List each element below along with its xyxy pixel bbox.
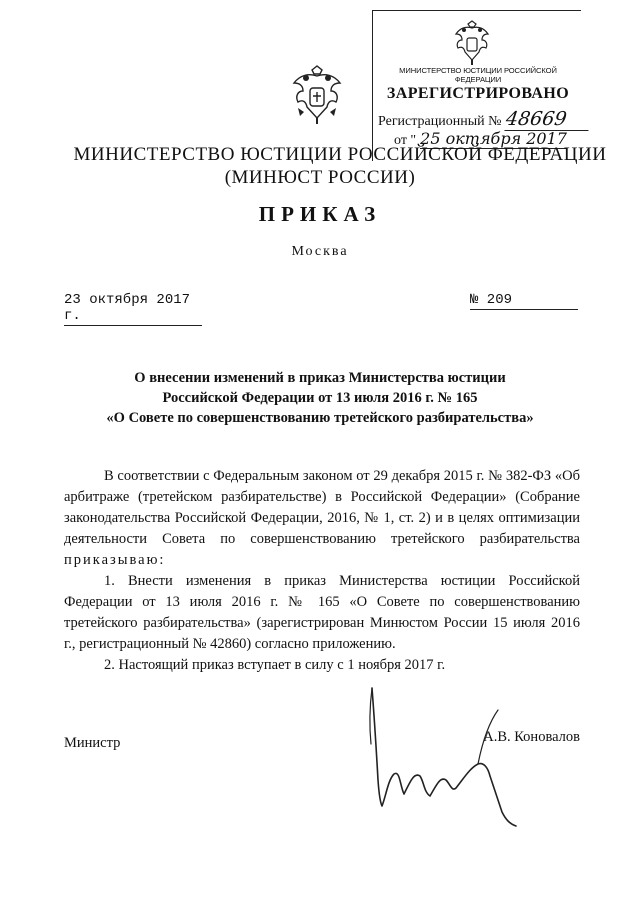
stamp-registration-line — [378, 108, 590, 131]
stamp-reg-number: 48669 — [504, 108, 591, 131]
preamble-text: В соответствии с Федеральным законом от 29 декабря 2015 г. № 382-ФЗ «Об арбитраже (третейском разбирательстве) в Российской Федерации» (Собрание законодательства Российской Федерации, 2016, № 1, ст. 2) и в целях оптимизации деятельности Совета по совершенствованию третейского разбирательства — [64, 468, 580, 547]
order-body — [64, 466, 580, 676]
signatory-name: А.В. Коновалов — [483, 729, 580, 745]
order-item-2: 2. Настоящий приказ вступает в силу с 1 ноября 2017 г. — [104, 657, 446, 673]
city: Москва — [291, 244, 349, 259]
order-number: № 209 — [470, 292, 578, 310]
stamp-reg-label: Регистрационный № — [378, 114, 502, 129]
preamble-action: приказываю: — [64, 552, 166, 568]
stamp-organization: МИНИСТЕРСТВО ЮСТИЦИИ РОССИЙСКОЙ ФЕДЕРАЦИИ — [399, 66, 557, 84]
stamp-title: ЗАРЕГИСТРИРОВАНО — [386, 85, 570, 102]
order-title — [60, 368, 580, 428]
order-item-1: 1. Внести изменения в приказ Министерства юстиции Российской Федерации от 13 июля 2016 г. № 165 «О Совете по совершенствованию третейского разбирательства» (зарегистрирован Минюстом России 15 июля 2016 г., регистрационный № 42860) согласно приложению. — [64, 573, 580, 652]
document-type: ПРИКАЗ — [258, 202, 382, 226]
stamp-emblem-icon — [452, 20, 492, 66]
handwritten-signature — [360, 684, 530, 834]
title-line-1: О внесении изменений в приказ Министерства юстиции — [134, 370, 506, 386]
preamble-paragraph — [64, 466, 580, 571]
stamp-date-value: 25 октября 2017 — [420, 129, 567, 148]
order-date: 23 октября 2017 г. — [64, 292, 202, 326]
ministry-name: МИНИСТЕРСТВО ЮСТИЦИИ РОССИЙСКОЙ ФЕДЕРАЦИИ — [73, 144, 607, 165]
title-line-3: «О Совете по совершенствованию третейского разбирательства» — [106, 410, 534, 426]
stamp-date-prefix: от " — [394, 133, 417, 148]
signatory-position: Министр — [64, 735, 121, 751]
emblem-icon — [290, 64, 344, 126]
ministry-short-name: (МИНЮСТ РОССИИ) — [224, 167, 416, 188]
title-line-2: Российской Федерации от 13 июля 2016 г. № 165 — [162, 390, 478, 406]
